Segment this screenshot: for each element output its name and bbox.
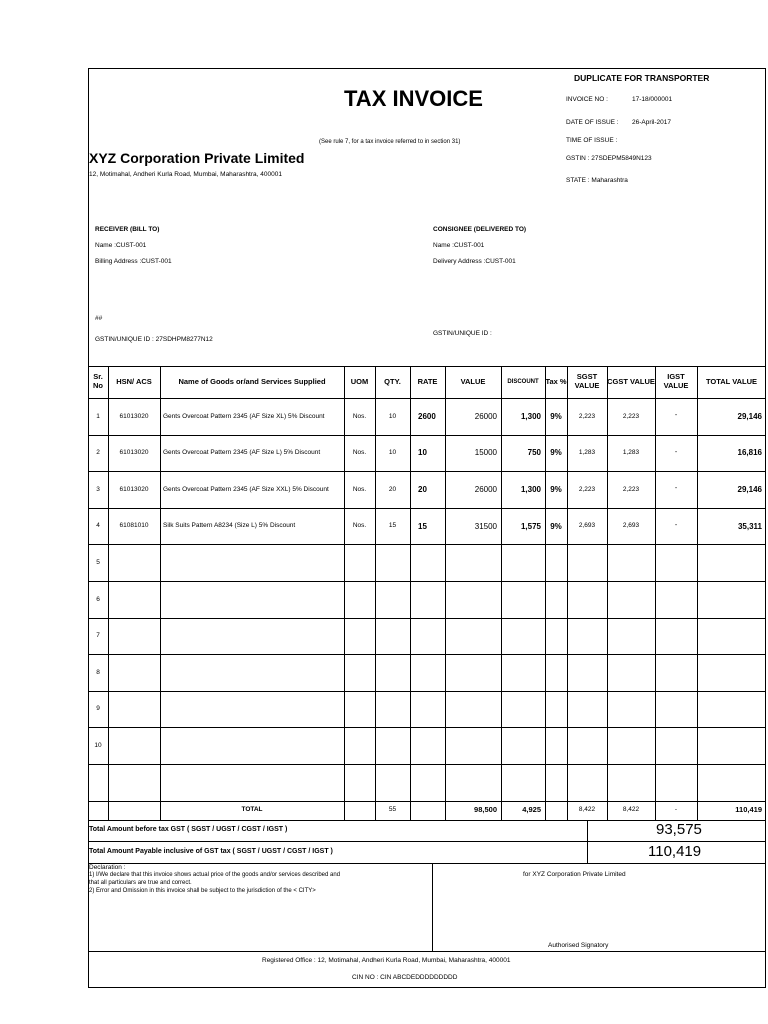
seller-state: STATE : Maharashtra — [566, 177, 628, 184]
column-header-discount: DISCOUNT — [507, 378, 539, 385]
cell-uom: Nos. — [352, 522, 367, 530]
cell-rate: 2600 — [418, 411, 436, 421]
cell-discount: 1,575 — [520, 521, 541, 531]
for-company: for XYZ Corporation Private Limited — [523, 871, 626, 878]
cell-cgst: 1,283 — [622, 449, 640, 457]
cell-total: 29,146 — [737, 484, 762, 494]
declaration-heading: Declaration : — [89, 864, 126, 871]
cell-goods: Gents Overcoat Pattern 2345 (AF Size XXL) 5% Discount — [163, 485, 329, 493]
cell-qty: 10 — [388, 412, 397, 420]
consignee-gstin: GSTIN/UNIQUE ID : — [433, 330, 492, 337]
cell-qty: 10 — [388, 449, 397, 457]
seller-gstin: GSTIN : 27SDEPM5849N123 — [566, 155, 652, 162]
total-igst: - — [674, 806, 678, 814]
consignee-heading: CONSIGNEE (DELIVERED TO) — [433, 226, 527, 233]
cell-discount: 1,300 — [520, 411, 541, 421]
consignee-address: Delivery Address :CUST-001 — [433, 258, 516, 265]
time-label: TIME OF ISSUE : — [566, 137, 618, 144]
total-total: 110,419 — [735, 804, 762, 814]
cin-number: CIN NO : CIN ABCDEDDDDDDDDD — [352, 974, 458, 981]
cell-hsn: 61081010 — [119, 522, 149, 530]
cell-goods: Gents Overcoat Pattern 2345 (AF Size L) 5% Discount — [163, 449, 321, 457]
cell-sgst: 2,223 — [578, 485, 596, 493]
cell-rate: 15 — [418, 521, 427, 531]
total-goods: TOTAL — [241, 806, 263, 814]
row-serial: 2 — [96, 449, 100, 457]
total-discount: 4,925 — [522, 804, 541, 814]
cell-discount: 1,300 — [520, 484, 541, 494]
cell-hsn: 61013020 — [119, 449, 149, 457]
cell-value: 15000 — [474, 448, 497, 458]
column-header-rate: RATE — [417, 376, 438, 386]
cell-tax: 9% — [550, 484, 562, 494]
receiver-gstin: GSTIN/UNIQUE ID : 27SDHPM8277N12 — [95, 336, 213, 343]
invoice-title: TAX INVOICE — [344, 86, 483, 111]
cell-igst: - — [674, 412, 678, 420]
table-row-line — [88, 544, 766, 545]
payable-label: Total Amount Payable inclusive of GST tax ( SGST / UGST / CGST / IGST ) — [89, 848, 333, 855]
cell-sgst: 1,283 — [578, 449, 596, 457]
cell-igst: - — [674, 522, 678, 530]
cell-value: 26000 — [474, 411, 497, 421]
declaration-bottom-line — [88, 951, 766, 952]
column-header-goods: Name of Goods or/and Services Supplied — [178, 376, 326, 386]
company-address: 12, Motimahal, Andheri Kurla Road, Mumbai, Maharashtra, 400001 — [89, 171, 282, 178]
row-serial: 8 — [96, 668, 100, 676]
receiver-hash: ## — [95, 315, 103, 322]
cell-uom: Nos. — [352, 485, 367, 493]
table-row-line — [88, 654, 766, 655]
table-row-line — [88, 727, 766, 728]
before-tax-label: Total Amount before tax GST ( SGST / UGST / CGST / IGST ) — [89, 826, 288, 833]
cell-cgst: 2,693 — [622, 522, 640, 530]
cell-rate: 10 — [418, 448, 427, 458]
column-header-value: VALUE — [460, 376, 486, 386]
cell-igst: - — [674, 485, 678, 493]
declaration-line2: that all particulars are true and correct. — [89, 880, 192, 886]
cell-igst: - — [674, 448, 678, 456]
cell-value: 31500 — [474, 521, 497, 531]
cell-total: 16,816 — [737, 448, 762, 458]
cell-hsn: 61013020 — [119, 412, 149, 420]
declaration-line3: 2) Error and Omission in this invoice shall be subject to the jurisdiction of the < CITY> — [89, 888, 316, 894]
declaration-line1: 1) I/We declare that this invoice shows actual price of the goods and/or services described and — [89, 872, 341, 878]
table-row-line — [88, 764, 766, 765]
company-name: XYZ Corporation Private Limited — [89, 150, 305, 166]
column-header-sr: Sr. No — [93, 372, 103, 390]
column-header-sgst: SGST VALUE — [574, 372, 600, 390]
cell-total: 29,146 — [737, 411, 762, 421]
column-header-cgst: CGST VALUE — [607, 376, 655, 386]
total-sgst: 8,422 — [578, 806, 596, 814]
column-header-total: TOTAL VALUE — [705, 376, 758, 386]
table-row-line — [88, 691, 766, 692]
cell-discount: 750 — [527, 448, 541, 458]
cell-tax: 9% — [550, 448, 562, 458]
cell-qty: 20 — [388, 485, 397, 493]
row-serial: 6 — [96, 595, 100, 603]
cell-qty: 15 — [388, 522, 397, 530]
cell-total: 35,311 — [737, 521, 762, 531]
column-header-qty: QTY. — [384, 376, 401, 386]
summary-value-divider — [587, 820, 588, 863]
cell-cgst: 2,223 — [622, 412, 640, 420]
total-cgst: 8,422 — [622, 806, 640, 814]
payable-value: 110,419 — [648, 843, 702, 860]
cell-sgst: 2,223 — [578, 412, 596, 420]
cell-tax: 9% — [550, 411, 562, 421]
column-header-tax: Tax % — [545, 376, 567, 386]
cell-uom: Nos. — [352, 412, 367, 420]
column-header-uom: UOM — [350, 376, 369, 386]
registered-office: Registered Office : 12, Motimahal, Andheri Kurla Road, Mumbai, Maharashtra, 400001 — [262, 957, 511, 964]
row-serial: 4 — [96, 522, 100, 530]
summary-divider — [88, 841, 766, 842]
invoice-no: 17-18/000001 — [632, 96, 673, 103]
row-serial: 3 — [96, 485, 100, 493]
table-total-line — [88, 820, 766, 821]
total-qty: 55 — [388, 806, 397, 814]
cell-uom: Nos. — [352, 449, 367, 457]
table-row-line — [88, 581, 766, 582]
consignee-name: Name :CUST-001 — [433, 242, 485, 249]
cell-tax: 9% — [550, 521, 562, 531]
copy-label: DUPLICATE FOR TRANSPORTER — [574, 73, 710, 83]
receiver-address: Billing Address :CUST-001 — [95, 258, 172, 265]
rule-note: (See rule 7, for a tax invoice referred to in section 31) — [319, 139, 461, 145]
cell-cgst: 2,223 — [622, 485, 640, 493]
total-value: 98,500 — [474, 804, 497, 814]
date-label: DATE OF ISSUE : — [566, 119, 619, 126]
receiver-heading: RECEIVER (BILL TO) — [95, 226, 160, 233]
column-header-igst: IGST VALUE — [663, 372, 689, 390]
cell-sgst: 2,693 — [578, 522, 596, 530]
column-header-hsn: HSN/ ACS — [116, 376, 152, 386]
cell-goods: Gents Overcoat Pattern 2345 (AF Size XL) 5% Discount — [163, 412, 325, 420]
invoice-date: 26-April-2017 — [632, 119, 672, 126]
row-serial: 5 — [96, 558, 100, 566]
cell-goods: Silk Suits Pattern A8234 (Size L) 5% Discount — [163, 522, 296, 530]
row-serial: 9 — [96, 705, 100, 713]
row-serial: 7 — [96, 632, 100, 640]
cell-value: 26000 — [474, 484, 497, 494]
invoice-no-label: INVOICE NO : — [566, 96, 608, 103]
receiver-name: Name :CUST-001 — [95, 242, 147, 249]
table-row-line — [88, 618, 766, 619]
cell-rate: 20 — [418, 484, 427, 494]
row-serial — [88, 764, 108, 801]
before-tax-value: 93,575 — [656, 821, 702, 838]
summary-bottom-line — [88, 863, 766, 864]
row-serial: 10 — [94, 741, 102, 749]
cell-hsn: 61013020 — [119, 485, 149, 493]
authorised-signatory: Authorised Signatory — [548, 942, 609, 949]
declaration-divider — [432, 863, 433, 951]
row-serial: 1 — [96, 412, 100, 420]
